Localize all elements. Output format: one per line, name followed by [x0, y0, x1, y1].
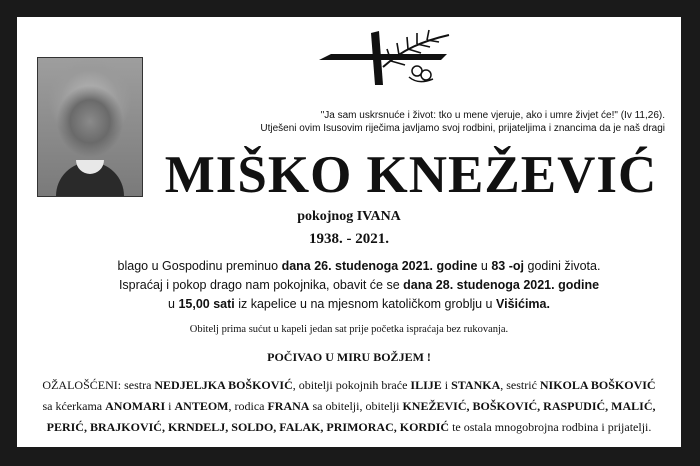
father-name: pokojnog IVANA: [297, 209, 401, 224]
deceased-name: MIŠKO KNEŽEVIĆ: [164, 146, 658, 204]
funeral-place: Višićima.: [495, 297, 550, 311]
funeral-time: 15,00 sati: [178, 297, 235, 311]
funeral-date: dana 28. studenoga 2021. godine: [403, 278, 600, 292]
mourners-line-3: PERIĆ, BRAJKOVIĆ, KRNDELJ, SOLDO, FALAK, PRIMORAC, KORDIĆ te ostala mnogobrojna rodbina i prijatelji.: [46, 420, 652, 434]
death-age: 83 -oj: [491, 259, 525, 273]
cross-with-palm-icon: [313, 27, 453, 87]
quote-line-2: Utješeni ovim Isusovim riječima javljamo svoj rodbini, prijateljima i znancima da je naš dragi: [260, 123, 665, 134]
mourners-line-2: sa kćerkama ANOMARI i ANTEOM, rodica FRANA sa obitelji, obitelji KNEŽEVIĆ, BOŠKOVIĆ, RASPUDIĆ, MALIĆ,: [42, 399, 656, 413]
condolence-note: Obitelj prima sućut u kapeli jedan sat prije početka ispraćaja bez rukovanja.: [189, 324, 509, 335]
mourners-line-1: OŽALOŠĆENI: sestra NEDJELJKA BOŠKOVIĆ, obitelji pokojnih braće ILIJE i STANKA, sestrić NIKOLA BOŠKOVIĆ: [42, 378, 656, 392]
rest-in-peace: POČIVAO U MIRU BOŽJEM !: [267, 350, 431, 364]
death-line: blago u Gospodinu preminuo dana 26. studenoga 2021. godine u 83 -oj godini života.: [117, 259, 601, 273]
death-and-funeral-info: [77, 257, 641, 314]
life-years: 1938. - 2021.: [309, 231, 389, 247]
funeral-line-1: Ispraćaj i pokop drago nam pokojnika, obavit će se dana 28. studenoga 2021. godine: [118, 278, 600, 292]
death-date: dana 26. studenoga 2021. godine: [281, 259, 478, 273]
quote-line-1: "Ja sam uskrsnuće i život: tko u mene vjeruje, ako i umre živjet će!" (Iv 11,26).: [320, 110, 665, 121]
obituary-card: [17, 17, 681, 447]
deceased-photo: [37, 57, 143, 197]
bible-quote: [157, 109, 665, 135]
funeral-line-2: u 15,00 sati iz kapelice u na mjesnom katoličkom groblju u Višićima.: [168, 297, 550, 311]
mourners-list: [25, 375, 673, 438]
